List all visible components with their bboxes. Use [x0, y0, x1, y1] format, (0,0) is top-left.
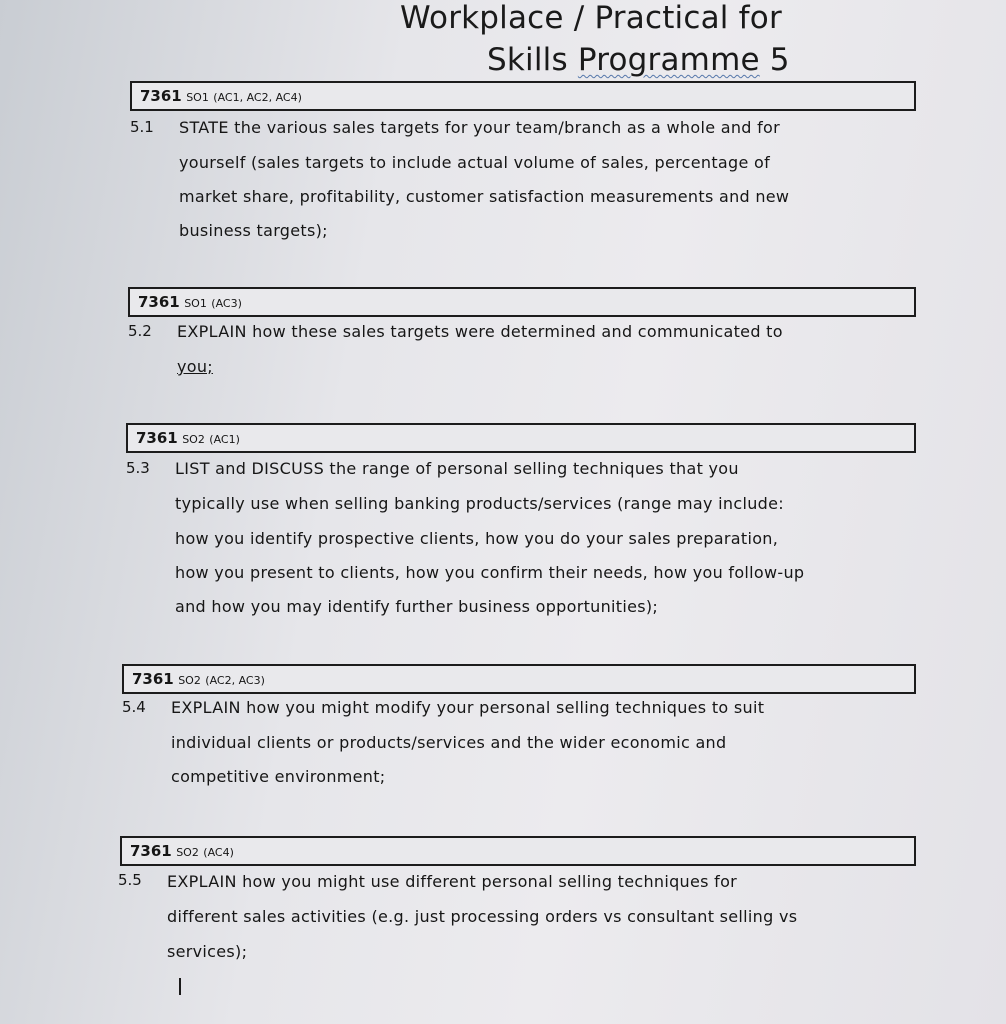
code-box-5-5: [120, 836, 916, 866]
page-title-line2: [487, 42, 790, 78]
question-line: EXPLAIN how you might modify your personal selling techniques to suit: [171, 698, 765, 717]
question-number-5-4: 5.4: [122, 698, 146, 716]
so-code: SO2: [178, 674, 201, 687]
unit-code: 7361: [138, 293, 180, 311]
title-prefix: Skills: [487, 42, 578, 78]
so-code: SO2: [176, 846, 199, 859]
question-number-5-1: 5.1: [130, 118, 154, 136]
unit-code: 7361: [130, 842, 172, 860]
question-line: LIST and DISCUSS the range of personal selling techniques that you: [175, 459, 739, 478]
unit-code: 7361: [140, 87, 182, 105]
ac-code: (AC4): [203, 846, 234, 859]
unit-code: 7361: [132, 670, 174, 688]
ac-code: (AC1, AC2, AC4): [213, 91, 302, 104]
question-line: individual clients or products/services and the wider economic and: [171, 733, 727, 752]
question-line: how you present to clients, how you confirm their needs, how you follow-up: [175, 563, 805, 582]
page-title-line1: Workplace / Practical for: [400, 0, 782, 36]
unit-code: 7361: [136, 429, 178, 447]
ac-code: (AC1): [209, 433, 240, 446]
code-box-5-1: [130, 81, 916, 111]
so-code: SO1: [186, 91, 209, 104]
question-line: and how you may identify further business opportunities);: [175, 597, 659, 616]
ac-code: (AC2, AC3): [205, 674, 265, 687]
question-line: EXPLAIN how you might use different personal selling techniques for: [167, 872, 738, 891]
question-line: EXPLAIN how these sales targets were determined and communicated to: [177, 322, 783, 341]
so-code: SO2: [182, 433, 205, 446]
title-programme-word: Programme: [577, 42, 760, 78]
question-line: different sales activities (e.g. just processing orders vs consultant selling vs: [167, 907, 798, 926]
question-number-5-2: 5.2: [128, 322, 152, 340]
question-line: you;: [177, 357, 213, 376]
question-line: STATE the various sales targets for your team/branch as a whole and for: [179, 118, 781, 137]
question-line: market share, profitability, customer satisfaction measurements and new: [179, 187, 790, 206]
question-line: yourself (sales targets to include actual volume of sales, percentage of: [179, 153, 771, 172]
question-number-5-3: 5.3: [126, 459, 150, 477]
ac-code: (AC3): [211, 297, 242, 310]
code-box-5-2: [128, 287, 916, 317]
question-line: business targets);: [179, 221, 328, 240]
question-line: typically use when selling banking products/services (range may include:: [175, 494, 784, 513]
code-box-5-3: [126, 423, 916, 453]
question-number-5-5: 5.5: [118, 871, 142, 889]
so-code: SO1: [184, 297, 207, 310]
text-cursor[interactable]: [179, 978, 181, 995]
title-suffix: 5: [759, 42, 790, 78]
question-line: how you identify prospective clients, how you do your sales preparation,: [175, 529, 779, 548]
question-line: competitive environment;: [171, 767, 386, 786]
code-box-5-4: [122, 664, 916, 694]
question-line: services);: [167, 942, 248, 961]
